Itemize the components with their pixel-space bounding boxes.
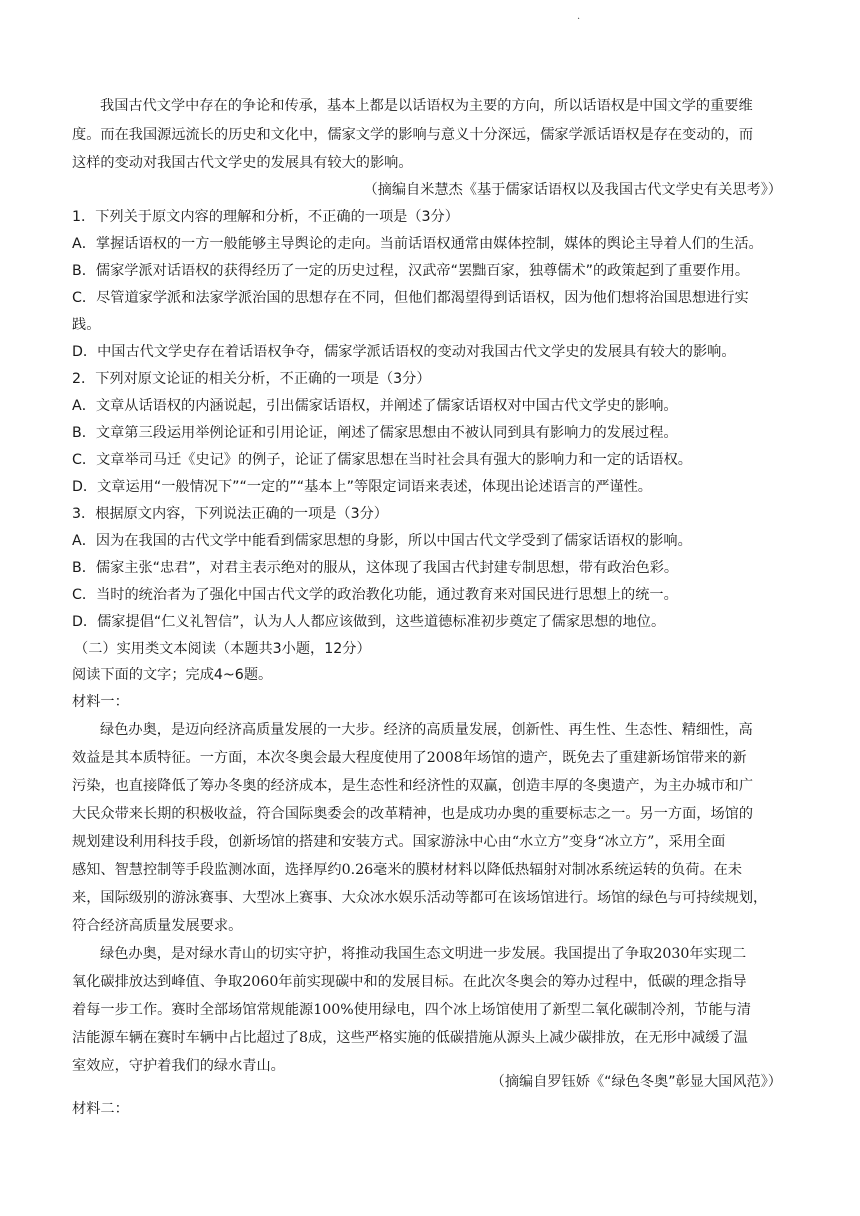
option-b: B．文章第三段运用举例论证和引用论证，阐述了儒家思想由不被认同到具有影响力的发展过程。 bbox=[72, 425, 678, 441]
source-citation: （摘编自罗钰娇《“绿色冬奥”彰显大国风范》） bbox=[490, 1074, 782, 1090]
material-line: 污染，也直接降低了筹办冬奥的经济成本，是生态性和经济性的双赢，创造丰厚的冬奥遗产，为主办城市和广 bbox=[72, 778, 754, 794]
material-line: 绿色办奥，是对绿水青山的切实守护，将推动我国生态文明进一步发展。我国提出了争取2030年实现二 bbox=[100, 946, 747, 962]
question-stem: 2．下列对原文论证的相关分析，不正确的一项是（3分） bbox=[72, 371, 431, 387]
question-stem: 3．根据原文内容，下列说法正确的一项是（3分） bbox=[72, 506, 388, 522]
option-a: A．因为在我国的古代文学中能看到儒家思想的身影，所以中国古代文学受到了儒家话语权的影响。 bbox=[72, 533, 692, 549]
material-line: 来，国际级别的游泳赛事、大型冰上赛事、大众冰水娱乐活动等都可在该场馆进行。场馆的绿色与可持续规划， bbox=[72, 890, 768, 906]
section-heading: （二）实用类文本阅读（本题共3小题，12分） bbox=[74, 641, 371, 657]
question-stem: 1．下列关于原文内容的理解和分析，不正确的一项是（3分） bbox=[72, 209, 459, 225]
source-citation: （摘编自米慧杰《基于儒家话语权以及我国古代文学史有关思考》） bbox=[363, 182, 782, 198]
material-label: 材料一： bbox=[72, 694, 129, 710]
material-line: 洁能源车辆在赛时车辆中占比超过了8成，这些严格实施的低碳措施从源头上减少碳排放，在无形中减缓了温 bbox=[72, 1030, 748, 1046]
passage-line: 这样的变动对我国古代文学史的发展具有较大的影响。 bbox=[72, 155, 413, 171]
material-line: 大民众带来长期的积极收益，符合国际奥委会的改革精神，也是成功办奥的重要标志之一。另一方面，场馆的 bbox=[72, 806, 754, 822]
option-d: D．文章运用“一般情况下”“一定的”“基本上”等限定词语来表述，体现出论述语言的严谨性。 bbox=[72, 479, 652, 495]
material-line: 绿色办奥，是迈向经济高质量发展的一大步。经济的高质量发展，创新性、再生性、生态性、精细性，高 bbox=[100, 722, 753, 738]
material-line: 氧化碳排放达到峰值、争取2060年前实现碳中和的发展目标。在此次冬奥会的筹办过程中，低碳的理念指导 bbox=[72, 974, 747, 990]
option-a: A．文章从话语权的内涵说起，引出儒家话语权，并阐述了儒家话语权对中国古代文学史的影响。 bbox=[72, 398, 678, 414]
passage-line: 度。而在我国源远流长的历史和文化中，儒家文学的影响与意义十分深远，儒家学派话语权是存在变动的，而 bbox=[72, 127, 754, 143]
option-b: B．儒家主张“忠君”，对君主表示绝对的服从，这体现了我国古代封建专制思想，带有政治色彩。 bbox=[72, 560, 679, 576]
material-line: 感知、智慧控制等手段监测冰面，选择厚约0.26毫米的膜材材料以降低热辐射对制冰系统运转的负荷。在未 bbox=[72, 862, 743, 878]
option-a: A．掌握话语权的一方一般能够主导舆论的走向。当前话语权通常由媒体控制，媒体的舆论主导着人们的生活。 bbox=[72, 236, 763, 252]
option-c: C．尽管道家学派和法家学派治国的思想存在不同，但他们都渴望得到话语权，因为他们想将治国思想进行实 bbox=[72, 290, 749, 306]
material-label: 材料二： bbox=[72, 1101, 129, 1117]
option-c: C．当时的统治者为了强化中国古代文学的政治教化功能，通过教育来对国民进行思想上的统一。 bbox=[72, 587, 678, 603]
section-instruction: 阅读下面的文字；完成4~6题。 bbox=[72, 667, 273, 683]
material-line: 室效应，守护着我们的绿水青山。 bbox=[72, 1058, 285, 1074]
page-mark: · bbox=[577, 14, 581, 25]
material-line: 规划建设利用科技手段，创新场馆的搭建和安装方式。国家游泳中心由“水立方”变身“冰立方”，采用全面 bbox=[72, 834, 726, 850]
material-line: 符合经济高质量发展要求。 bbox=[72, 918, 243, 934]
option-d: D．中国古代文学史存在着话语权争夺，儒家学派话语权的变动对我国古代文学史的发展具有较大的影响。 bbox=[72, 344, 736, 360]
option-d: D．儒家提倡“仁义礼智信”，认为人人都应该做到，这些道德标准初步奠定了儒家思想的地位。 bbox=[72, 614, 666, 630]
passage-line: 我国古代文学中存在的争论和传承，基本上都是以话语权为主要的方向，所以话语权是中国文学的重要维 bbox=[100, 98, 753, 114]
option-c-cont: 践。 bbox=[72, 317, 101, 333]
option-c: C．文章举司马迁《史记》的例子，论证了儒家思想在当时社会具有强大的影响力和一定的话语权。 bbox=[72, 452, 692, 468]
option-b: B．儒家学派对话语权的获得经历了一定的历史过程，汉武帝“罢黜百家，独尊儒术”的政策起到了重要作用。 bbox=[72, 263, 750, 279]
material-line: 着每一步工作。赛时全部场馆常规能源100%使用绿电，四个冰上场馆使用了新型二氧化碳制冷剂，节能与清 bbox=[72, 1002, 752, 1018]
material-line: 效益是其本质特征。一方面，本次冬奥会最大程度使用了2008年场馆的遗产，既免去了重建新场馆带来的新 bbox=[72, 750, 747, 766]
